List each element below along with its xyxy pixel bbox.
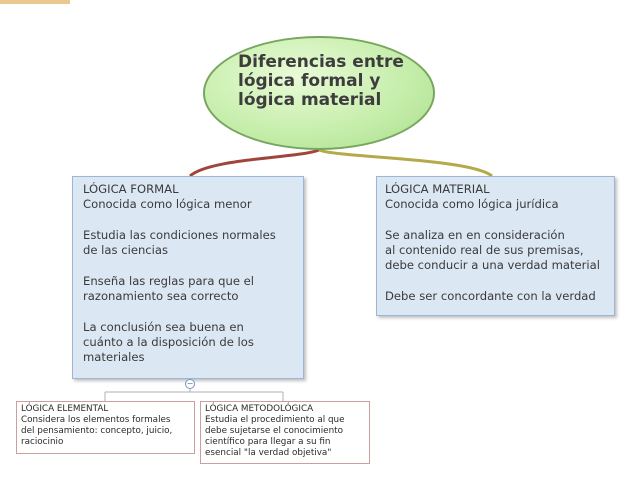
central-topic[interactable]: [203, 36, 435, 150]
formal-heading: LÓGICA FORMAL: [83, 182, 179, 196]
metodologica-text: científico para llegar a su fin: [205, 437, 331, 447]
material-text: debe conducir a una verdad material: [385, 258, 600, 272]
formal-text: cuánto a la disposición de los: [83, 335, 254, 349]
formal-text: de las ciencias: [83, 243, 169, 257]
metodologica-heading: LÓGICA METODOLÓGICA: [205, 404, 314, 414]
central-title-line: lógica formal y: [238, 71, 381, 91]
metodologica-text: debe sujetarse el conocimiento: [205, 426, 343, 436]
material-text: Conocida como lógica jurídica: [385, 197, 559, 211]
logica-metodologica-node[interactable]: [200, 401, 370, 464]
elemental-text: raciocinio: [21, 437, 64, 447]
formal-text: materiales: [83, 350, 145, 364]
logica-material-node[interactable]: [376, 176, 615, 316]
formal-text: La conclusión sea buena en: [83, 320, 244, 334]
material-text: Se analiza en en consideración: [385, 228, 565, 242]
central-title-line: Diferencias entre: [238, 52, 404, 72]
metodologica-text: Estudia el procedimiento al que: [205, 415, 345, 425]
formal-text: Estudia las condiciones normales: [83, 228, 276, 242]
logica-elemental-node[interactable]: [16, 401, 195, 454]
formal-text: razonamiento sea correcto: [83, 289, 239, 303]
formal-text: Enseña las reglas para que el: [83, 274, 254, 288]
elemental-text: del pensamiento: concepto, juicio,: [21, 426, 173, 436]
elemental-heading: LÓGICA ELEMENTAL: [21, 404, 109, 414]
material-text: Debe ser concordante con la verdad: [385, 289, 596, 303]
elemental-text: Considera los elementos formales: [21, 415, 171, 425]
formal-text: Conocida como lógica menor: [83, 197, 252, 211]
logica-formal-node[interactable]: [72, 176, 304, 379]
connector-central-to-formal: [190, 150, 319, 176]
central-topic-title: [238, 53, 418, 110]
collapse-toggle-icon[interactable]: −: [186, 379, 194, 388]
connector-central-to-material: [319, 150, 492, 176]
central-title-line: lógica material: [238, 90, 382, 110]
metodologica-text: esencial "la verdad objetiva": [205, 448, 332, 458]
material-heading: LÓGICA MATERIAL: [385, 182, 490, 196]
material-text: al contenido real de sus premisas,: [385, 243, 584, 257]
